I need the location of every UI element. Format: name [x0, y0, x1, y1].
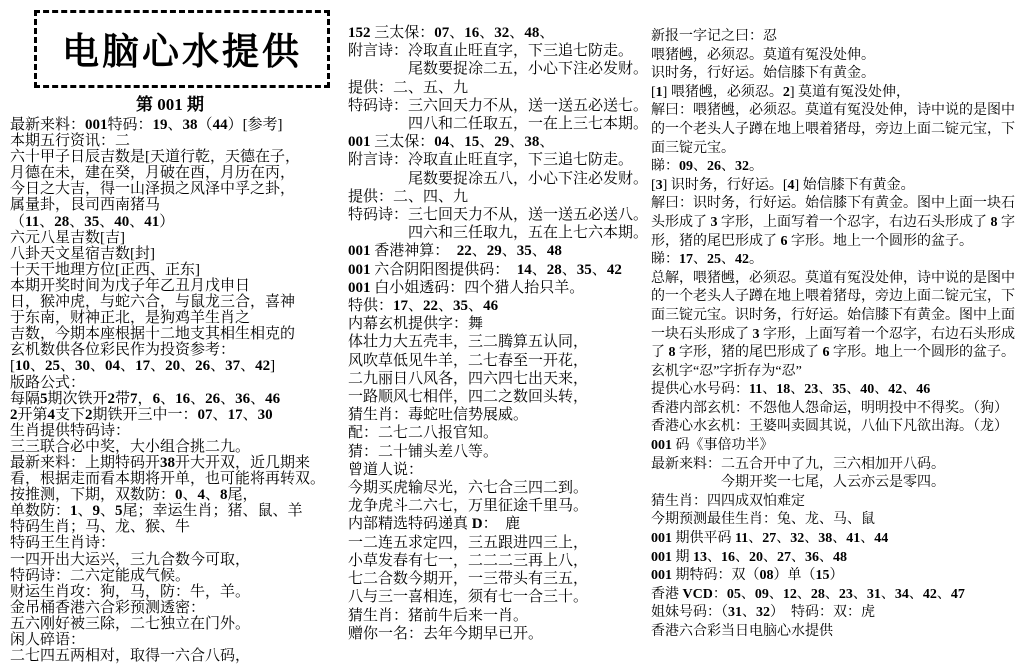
text-line: 头形成了 3 字形，上面写着一个忍字，右边石头形成了 8 字: [651, 214, 1015, 230]
text-line: 今期预测最佳生肖：兔、龙、马、鼠: [651, 512, 875, 528]
text-line: 了 8 字形，猪的尾巴形成了 6 字形。地上一个圆形的盆子。: [651, 345, 1015, 361]
text-line: 本期五行资讯：二: [10, 133, 131, 150]
text-line: 001 白小姐透码：四个猎人抬只羊。: [348, 279, 585, 296]
text-line: 特码生肖；马、龙、猴、牛: [10, 519, 191, 536]
text-line: 2开第4支下2期铁开三中一：07、17、30: [10, 406, 273, 423]
text-line: 今期开奖一七尾，人云亦云是零四。: [651, 475, 945, 491]
text-line: 最新来料：上期特码开38开大开双，近几期来: [10, 454, 311, 471]
text-line: 001 期 13、16、20、27、36、48: [651, 549, 847, 565]
right-column: [651, 28, 1021, 642]
text-line: 猜生肖：毒蛇吐信势展威。: [348, 407, 529, 424]
text-line: 解曰：喂猪乸，必须忍。莫道有冤没处伸，诗中说的是图中: [651, 103, 1015, 119]
text-line: 六十甲子日辰吉数是[天道行乾，天德在子，: [10, 149, 300, 166]
text-line: 单数防：1、9、5尾；幸运生肖；猪、鼠、羊: [10, 503, 303, 520]
text-line: 今期买虎输尽光，六七合三四二到。: [348, 480, 589, 497]
text-line: 睇：17、25、42。: [651, 252, 763, 268]
text-line: 二七四五两相对，取得一六合八码，: [10, 648, 251, 664]
text-line: 喂猪乸，必须忍。莫道有冤没处伸。: [651, 47, 875, 63]
text-line: 解曰：识时务，行好运。始信膝下有黄金。图中上面一块石: [651, 196, 1015, 212]
text-line: 风吹草低见牛羊，二七春至一开花，: [348, 352, 589, 369]
text-line: 的一个老头人子蹲在地上喂着猪母，旁边上面二锭元宝，下: [651, 289, 1015, 305]
text-line: 曾道人说：: [348, 461, 424, 478]
text-line: 体壮力大五壳丰，三二腾算五认同，: [348, 334, 589, 351]
text-line: 姐妹号码：（31、32） 特码：双：虎: [651, 605, 875, 621]
left-column: [10, 0, 344, 664]
text-line: 财运生肖攻：狗，马，防：牛，羊。: [10, 583, 251, 600]
text-line: 152 三太保：07、16、32、48、: [348, 25, 555, 41]
left-text-block: [10, 117, 344, 664]
text-line: 看，根据走而看本期将开单，也可能将再转双。: [10, 471, 326, 488]
text-line: 猜生肖：四四成双怕难定: [651, 493, 805, 509]
text-line: 七二合数今期开，一三带头有三五，: [348, 571, 589, 588]
text-line: 一块石头形成了 3 字形，上面写着一个忍字，右边石头形成: [651, 326, 1015, 342]
text-line: 提供：二、五、九: [348, 79, 469, 96]
text-line: 睇：09、26、32。: [651, 159, 763, 175]
text-line: 配：二七二八报官知。: [348, 425, 499, 442]
text-line: 金吊桶香港六合彩预测透密：: [10, 599, 206, 616]
text-line: 最新来料：001特码：19、38（44）[参考]: [10, 117, 283, 133]
text-line: 香港六合彩当日电脑心水提供: [651, 624, 833, 639]
text-line: 玄机数供各位彩民作为投资参考：: [10, 342, 236, 359]
text-line: 新报一字记之曰：忍: [651, 29, 777, 44]
text-line: 附言诗：冷取直止旺直字，下三追七防走。: [348, 152, 634, 169]
text-line: 小草发春有七一，二二二三再上八，: [348, 552, 589, 569]
text-line: 一二连五求定四，三五跟进四三上，: [348, 534, 589, 551]
text-line: 二九丽日八风各，四六四七出天来，: [348, 370, 589, 387]
text-line: 吉数，今期本座根据十二地支其相生相克的: [10, 326, 296, 343]
issue-number: 第 001 期: [136, 95, 204, 114]
text-line: 一路顺风七相伴，四二之数回头转，: [348, 389, 589, 406]
text-line: 的一个老头人子蹲在地上喂着猪母，旁边上面二锭元宝，下: [651, 121, 1015, 137]
right-text-block: [651, 28, 1021, 642]
text-line: 特码王生肖诗：: [10, 535, 116, 552]
text-line: 一四开出大运兴，三九合数今可取，: [10, 551, 251, 568]
text-line: 六元八星吉数[吉]: [10, 229, 125, 246]
text-line: 四八和二任取五，一在上三七本期。: [348, 116, 649, 133]
text-line: 总解，喂猪乸，必须忍。莫道有冤没处伸，诗中说的是图中: [651, 270, 1015, 286]
text-line: 三三联合必中奖，大小组合挑二九。: [10, 438, 251, 455]
text-line: 本期开奖时间为戊子年乙丑月戊申日: [10, 277, 251, 294]
text-line: 十天干地理方位[正西、正东]: [10, 261, 200, 278]
text-line: 001 期供平码 11、27、32、38、41、44: [651, 531, 889, 547]
text-line: 001 香港神算： 22、29、35、48: [348, 243, 562, 260]
text-line: 赠你一名：去年今期早已开。: [348, 625, 544, 642]
text-line: 尾数要捉凃五八，小心下注必发财。: [348, 170, 649, 187]
text-line: 面三锭元宝。: [651, 140, 735, 156]
text-line: 香港心水玄机：王婆叫卖圆其说，八仙下凡欲出海。（龙）: [651, 419, 1008, 435]
text-line: 今日之大吉，得一山泽损之风泽中孚之卦，: [10, 181, 296, 198]
text-line: 月德在未，建在癸，月破在酉，月历在丙，: [10, 165, 296, 182]
text-line: 最新来料：二五合开中了九，三六相加开八码。: [651, 456, 945, 472]
text-line: 四六和三任取九，五在上七六本期。: [348, 225, 649, 242]
text-line: 特码诗：三六回天力不从，送一送五必送七。: [348, 97, 649, 114]
text-line: 闲人碎语：: [10, 632, 86, 648]
text-line: 每隔5期次铁开2带7，6、16、26、36、46: [10, 390, 281, 407]
page-title: 电脑心水提供: [62, 32, 302, 73]
text-line: 于东南，财神正北，是狗鸡羊生肖之: [10, 310, 251, 327]
text-line: 属量卦，艮司西南猪马: [10, 197, 161, 214]
text-line: 附言诗：冷取直止旺直字，下三追七防走。: [348, 43, 634, 60]
text-line: 玄机字“忍”字折存为“忍”: [651, 363, 802, 379]
text-line: 香港内部玄机：不怨他人怨命运，明明投中不得奖。（狗）: [651, 400, 1008, 416]
text-line: 内部精选特码递真 D： 鹿: [348, 516, 521, 533]
text-line: 001 码《事倍功半》: [651, 438, 774, 454]
text-line: 特供：17、22、35、46: [348, 298, 499, 315]
text-line: 猜：二十铺头差八等。: [348, 443, 499, 460]
text-line: 八卦天文星宿吉数[封]: [10, 245, 155, 262]
text-line: 面三锭元宝。识时务，行好运。始信膝下有黄金。图中上面: [651, 307, 1015, 323]
text-line: 内幕玄机提供字：舞: [348, 316, 484, 333]
text-line: 形，猪的尾巴形成了 6 字形。地上一个圆形的盆子。: [651, 233, 973, 249]
text-line: 生肖提供特码诗：: [10, 422, 131, 439]
masthead-box: [34, 10, 330, 88]
text-line: 提供：二、四、九: [348, 188, 469, 205]
text-line: 001 期特码：双（08）单（15）: [651, 568, 844, 584]
text-line: 提供心水号码：11、18、23、35、40、42、46: [651, 382, 931, 398]
text-line: 版路公式：: [10, 374, 86, 391]
text-line: [3] 识时务，行好运。[4] 始信膝下有黄金。: [651, 177, 915, 193]
text-line: 五六刚好被三除，二七独立在门外。: [10, 615, 251, 632]
text-line: 猜生肖：猪前牛后来一肖。: [348, 607, 529, 624]
text-line: 尾数要捉凃二五，小心下注必发财。: [348, 61, 649, 78]
text-line: 龙争虎斗二六七，万里征途千里马。: [348, 498, 589, 515]
text-line: 香港 VCD：05、09、12、28、23、31、34、42、47: [651, 586, 965, 602]
text-line: 001 六合阴阳图提供码： 14、28、35、42: [348, 261, 622, 278]
text-line: 按推测，下期，双数防：0、4、8尾，: [10, 487, 258, 504]
middle-text-block: [348, 24, 650, 643]
text-line: [1] 喂猪乸，必须忍。2] 莫道有冤没处伸，: [651, 84, 911, 100]
text-line: 日，猴冲虎，与蛇六合，与鼠龙三合，喜神: [10, 294, 296, 311]
text-line: 八与三一喜相连，须有七一合三十。: [348, 589, 589, 606]
text-line: （11、28、35、40、41）: [10, 213, 175, 230]
text-line: 001 三太保：04、15、29、38、: [348, 134, 555, 151]
text-line: [10、25、30、04、17、20、26、37、42]: [10, 358, 276, 375]
text-line: 特码诗：二六定能成气候。: [10, 567, 191, 584]
text-line: 识时务，行好运。始信膝下有黄金。: [651, 66, 875, 82]
middle-column: [348, 24, 650, 643]
text-line: 特码诗：三七回天力不从，送一送五必送八。: [348, 207, 649, 224]
